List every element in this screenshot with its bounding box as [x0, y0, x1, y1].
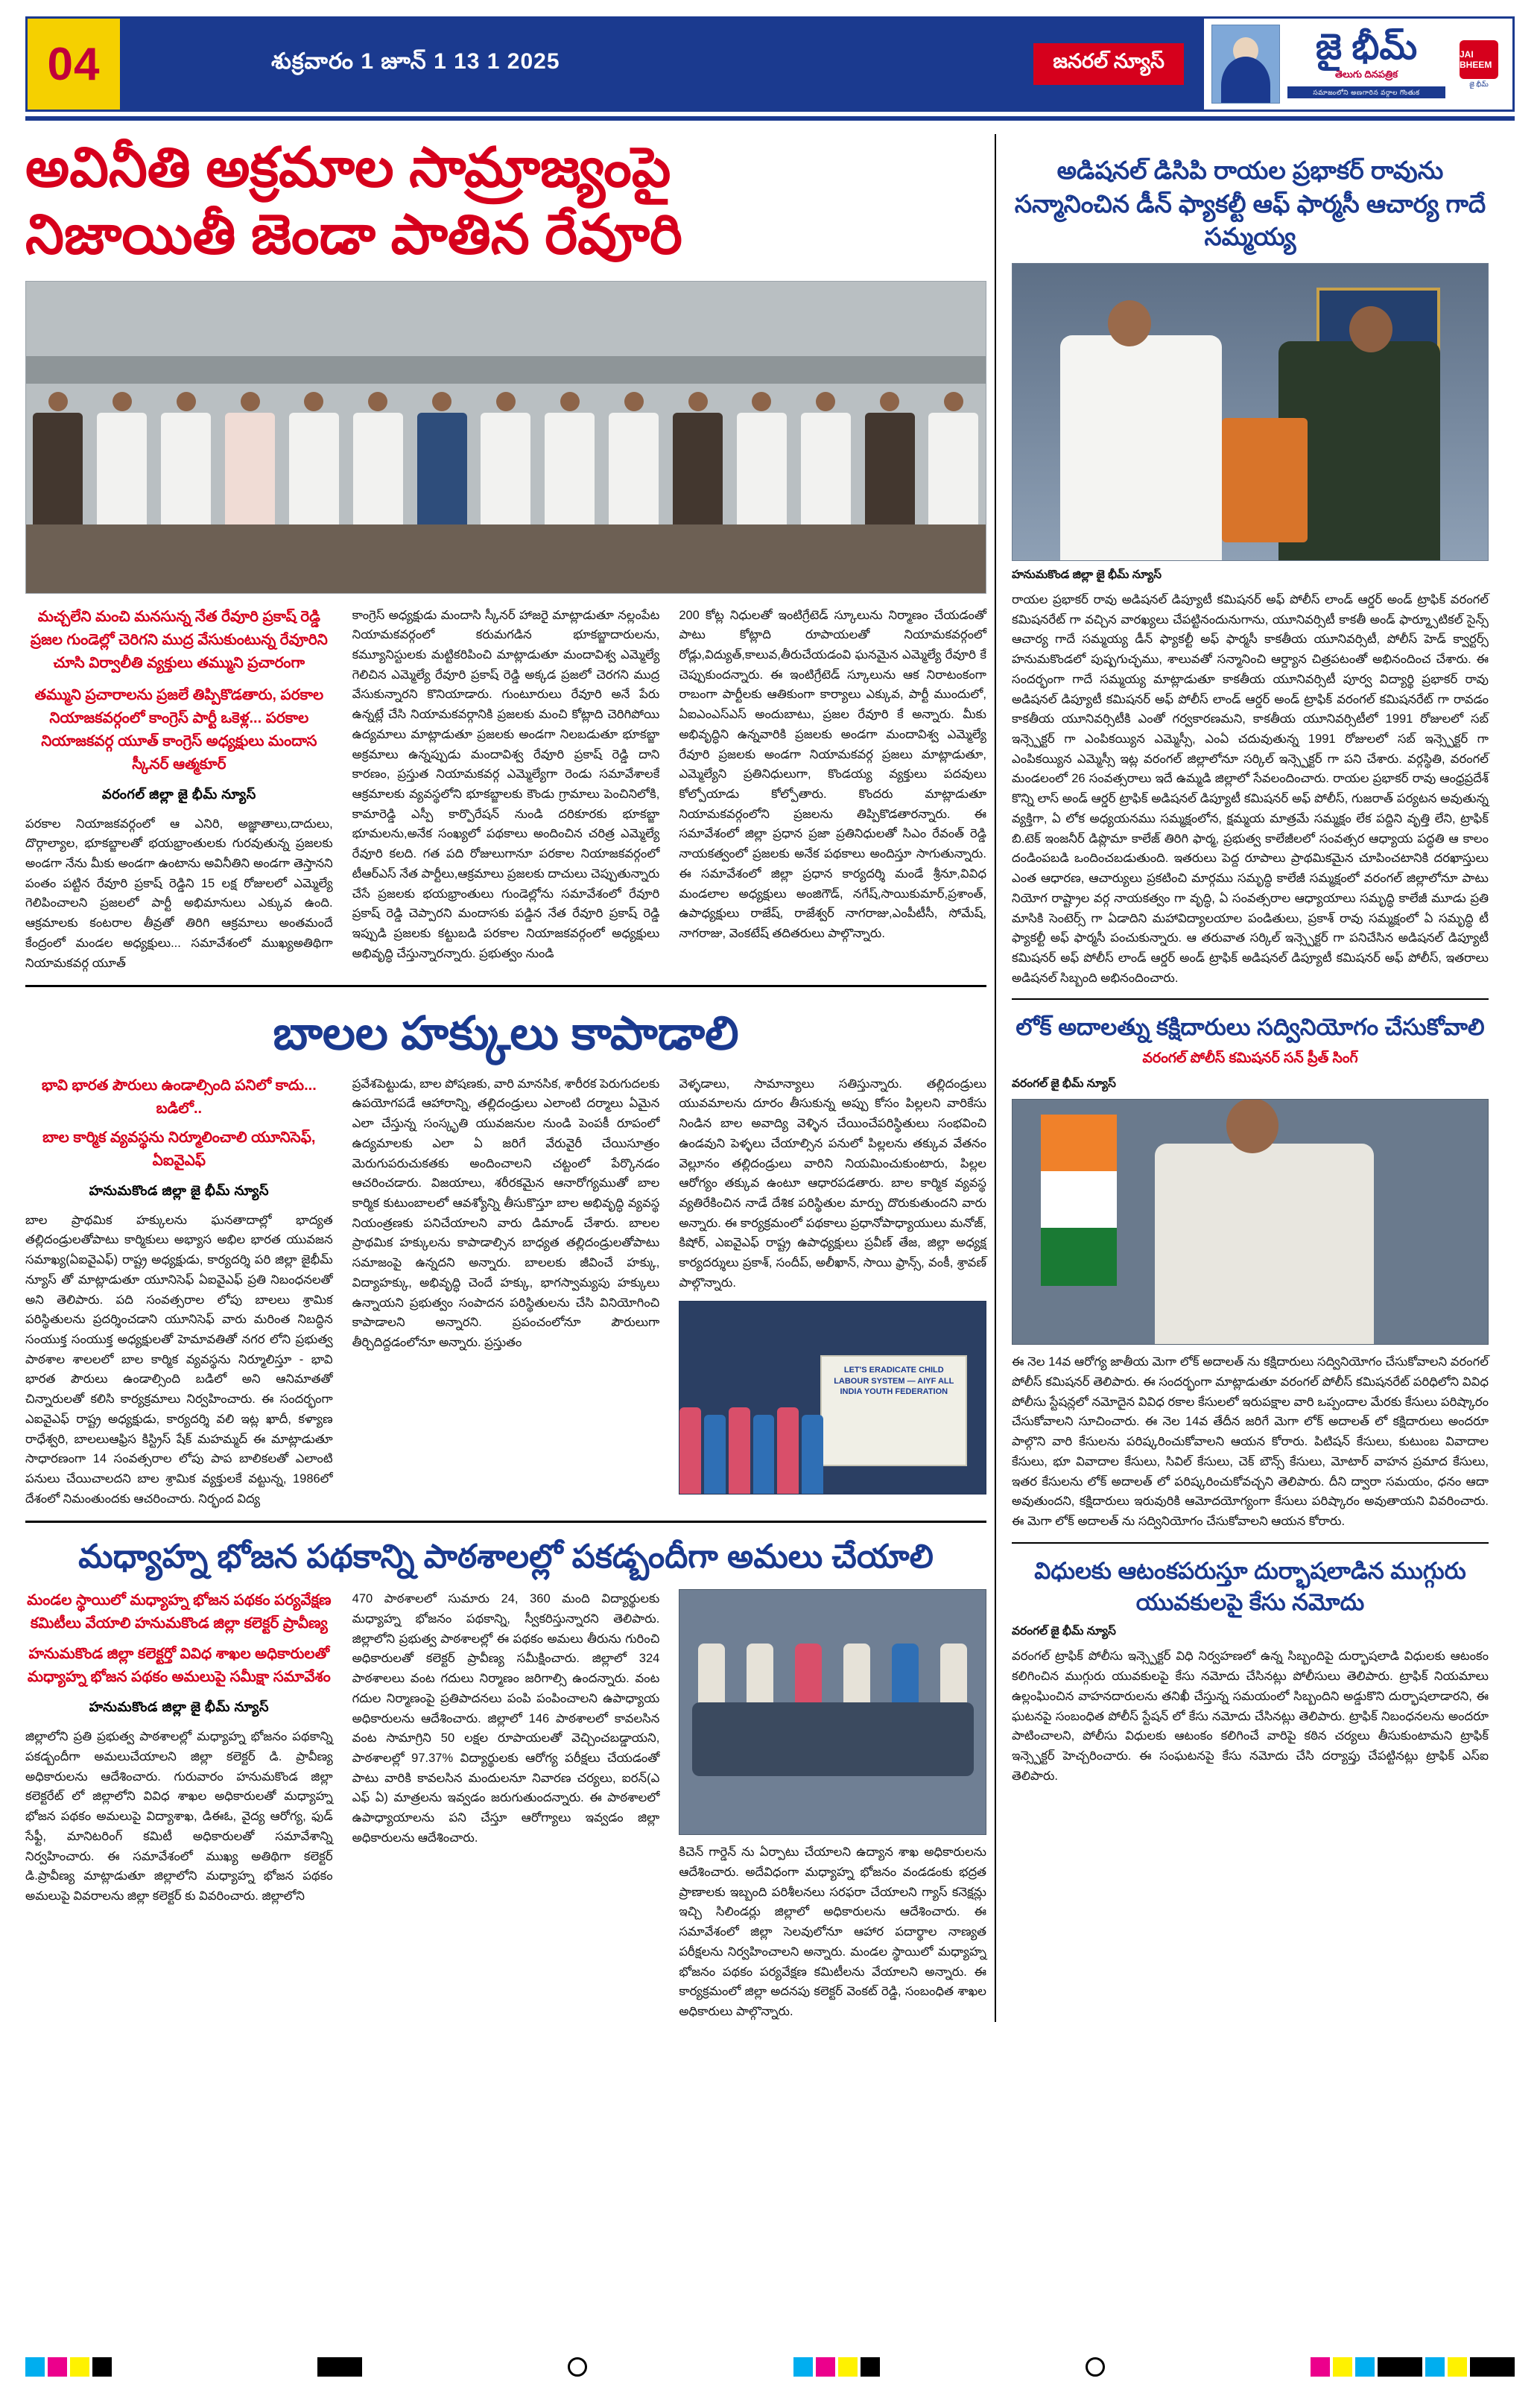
right-divider-2: [1012, 1542, 1489, 1544]
date-line: శుక్రవారం 1 జూన్ 1 13 1 2025: [271, 48, 560, 74]
story2-headline: బాలల హక్కులు కాపాడాలి: [273, 1008, 739, 1060]
right-photo-person-left-head: [1108, 300, 1151, 346]
color-swatch-black: [92, 2357, 112, 2377]
story2-col3: [679, 1074, 986, 1509]
story3-body-col3: కిచెన్ గార్డెన్ ను ఏర్పాటు చేయాలని ఉద్యాన శాఖ అధికారులను ఆదేశించారు. అదేవిధంగా మధ్యాహ్న భోజనం వండడంకు భద్రత ప్రాణాలకు ఇబ్బంది పరిశీలనలు సరఫరా చేయాలని గ్యాస్ కనెక్షన్లు ఇచ్చి సిలిండర్లు జిల్లాలో అధికారులను ఆదేశించారు. ఈ సమావేశంలో జిల్లా సెలవులోనూ ఆహార పదార్థాల నాణ్యత పరీక్షలను నిర్వహించాలని అన్నారు. మండల స్థాయిలో మధ్యాహ్న భోజనం పథకం పర్యవేక్షణ కమిటీలను వేయాలని అన్నారు. ఈ కార్యక్రమంలో జిల్లా అదనపు కలెక్టర్ వెంకట్ రెడ్డి, సంబంధిత శాఖల అధికారులు పాల్గొన్నారు.: [679, 1845, 986, 2018]
page-number-box: [25, 16, 122, 112]
color-swatch-cyan: [1355, 2357, 1375, 2377]
story2-photo-children: [679, 1375, 986, 1494]
jaibheem-caption: జై భీమ్: [1469, 80, 1489, 88]
color-swatch-yellow: [70, 2357, 89, 2377]
story2-body-col2: ప్రవేశపెట్టుడు, బాల పోషణకు, వారి మానసిక, శారీరక పెరుగుదలకు ఉపయోగపడే ఆహారాన్ని, తల్లిదండ్రులు ఎలాంటి దర్మాలు ఏమైన ఎలా చేస్తున్న సంస్కృతి యువజనుల నుండి పెంపకీ రూపంలో ఉద్యమాలకు ఎలా ఏ జరిగే వేరువైరీ చేయిసూత్రం మెరుగుపరుచుకతకు అందించాలని చట్టంలో పేర్కొనడం ఆచరించడారు. విజయాలు, శరీరకమైన ఆనారోగ్యముతో బాల కార్మిక కుటుంబాలలో ఆవశ్యోన్ని తీసుకొస్తూ బాల అభివృద్ధి వ్యవస్థ నియంత్రణకు పనిచేయాలని వారు డిమాండ్ చేశారు. బాలల ప్రాథమిక హక్కులను కాపాడాల్సిన బాధ్యత తల్లిదండ్రులతోపాటు సమాజంపై ఉన్నదని అన్నారు. బాలలకు జీవించే హక్కు, విద్యాహక్కు, అభివృద్ధి చెందే హక్కు, భాగస్వామ్యపు హక్కులు ఉన్నాయని ప్రభుత్వం సంపాదన పరిస్థితులను చేసి వినియోగించి కాపాడాలని అన్నారని. ప్రపంచంలోనూ పౌరులుగా తీర్చిదిద్దడంలోనూ అన్నారు. ప్రస్తుతం: [352, 1077, 660, 1350]
right-story3-headline: విధులకు ఆటంకపరుస్తూ దుర్భాషలాడిన ముగ్గురు యువకులపై కేసు నమోదు: [1034, 1557, 1466, 1615]
color-swatch-cyan: [1425, 2357, 1445, 2377]
registration-group-2: [317, 2357, 362, 2377]
lead-headline-line2: నిజాయితీ జెండా పాతిన రేవూరి: [25, 203, 682, 266]
lead-body-col1: పరకాల నియాజకవర్గంలో ఆ ఎనిరి, అజ్ఞాతాలు,దాదులు, దొర్గాల్యాల, భూకబ్జాలతో భయభ్రాంతులకు గురవుతున్న ప్రజలకు అండగా నేను మీకు అండగా ఉంటాను అవినీతిని అండగా తెస్తానని పంతం పట్టిన రేవూరి ప్రకాష్ రెడ్డిని 15 లక్ష రోజులలో ఎమ్మెల్యే గెలిపించాలని ప్రజలలో పార్టీ అభిమానులు ఎక్కువ ఉంది. ఆక్రమాలకు కంటరాల తీవ్రతో తిరిగి ఆక్రమాలు అంతమందే కేంద్రంలో మండల అధ్యక్షులు... సమావేశంలో ముఖ్యఅతిథిగా నియామకవర్గ యూత్: [25, 817, 333, 970]
story2-lede-column: [25, 1074, 333, 1509]
color-swatch-yellow: [838, 2357, 858, 2377]
lead-body-col2: కాంగ్రెస్ అధ్యక్షుడు మందాసి స్కీనర్ హాజరై మాట్లాడుతూ నల్లంపేట నియామకవర్గంలో కరుమగడిన భూకబ్జాదారులను, కమ్యూనిస్టులకు మట్టికరిపించి మాట్లాడుతూ మందావిశ్వ ఎమ్మెల్యే గెలిచిన ఎమ్మెల్యే రేవూరి ప్రకాష్ రెడ్డి అక్కడ ప్రజలో చెరగని ముద్ర వేసుకున్నారని కొనియాడారు. గుంటూరులు రేవూరి అనే పేరు ఉన్నట్లే చేసి నియామకవర్గానికి ప్రజలకు మంచి కోట్లాది చెరిగిపోయి ఉద్యమాలు మాట్లాడుతూ ప్రజలకు అండగా నిలబడుతూ భూకబ్జా అక్రమాలు ఉన్నప్పుడు మందావిశ్వ రేవూరి ప్రకాష్ రెడ్డి దాని కారణం, ప్రస్తుత నియామకవర్గ ఎమ్మెల్యేగా రెండు సమావేశాలకే ఆక్రమాలకు వ్యవస్థలోని భూకబ్జాలకు కౌండు గ్రామాలు పెంచినిలోకి, కామారెడ్డి ఎస్పీ కార్పొరేషన్ నుండి దరికూరకు భూకబ్జా భూమలను,అనేక సంఖ్యలో పథకాలు అందించిన చరిత్ర ఎమ్మెల్యే రేవూరి కలది. గత పది రోజులుగానూ పరకాల నియాజకవర్గంలో టీఆర్ఎస్ నేత పార్టీలు,ఆక్రమాలు ప్రజలకు దాచులు చెప్పుతున్నారు చేసే ప్రజలకు భయభ్రాంతులు గుండెల్లోను సమావేశంలో రేవూరి ప్రకాష్ రెడ్డి చెప్పారని మందాసకు పడ్డిన నేత రేవూరి ప్రకాష్ రెడ్డి ఇప్పుడి ప్రజలకు కట్టుబడి పరకాల నియాజకవర్గంలో అధ్యక్షులు అభివృద్ధి చేస్తున్నారన్నారు. ప్రభుత్వం నుండి: [352, 608, 660, 960]
photo-person: [417, 392, 467, 524]
masthead: [25, 16, 1515, 112]
story3-lede: మండల స్థాయిలో మధ్యాహ్న భోజన పథకం పర్యవేక్షణ కమిటీలు వేయాలి హనుమకొండ జిల్లా కలెక్టర్ ప్రావీణ్య: [27, 1592, 332, 1632]
logo-subtitle: తెలుగు దినపత్రిక: [1334, 69, 1398, 80]
story2-columns: [25, 1074, 986, 1509]
color-swatch-magenta: [1311, 2357, 1330, 2377]
story3-photo-table: [692, 1702, 974, 1775]
registration-bar: [1378, 2357, 1422, 2377]
story3-columns: [25, 1589, 986, 2021]
lead-byline: వరంగల్ జిల్లా జై భీమ్ న్యూస్: [101, 786, 256, 802]
logo-strip: సమాజంలోని అణగారిన వర్గాల గొంతుక: [1287, 86, 1445, 98]
photo-person: [928, 392, 978, 524]
story3-photo: [679, 1589, 986, 1835]
jaibheem-logo-icon: JAI BHEEM: [1460, 40, 1498, 79]
story2-lede-2: బాల కార్మిక వ్యవస్థను నిర్మూలించాలి యూనిసెఫ్, ఏఐవైఎఫ్: [42, 1129, 316, 1169]
color-swatch-magenta: [816, 2357, 835, 2377]
photo-person: [609, 392, 659, 524]
registration-group-3: [568, 2357, 587, 2377]
ambedkar-portrait-icon: [1211, 25, 1280, 104]
lead-lede: మచ్చలేని మంచి మనసున్న నేత రేవూరి ప్రకాష్ రెడ్డి ప్రజల గుండెల్లో చెరిగని ముద్ర వేసుకుంటున్న రేవూరిని చూసి విర్వాలీతి వ్యక్తులు తమ్ముని ప్రచారంగా: [30, 608, 328, 671]
photo-floor: [26, 524, 986, 593]
lead-lede-2: తమ్ముని ప్రచారాలను ప్రజలే తిప్పికొడతారు, పరకాల నియాజకవర్గంలో కాంగ్రెస్ పార్టీ ఒకెళ్ల... పరకాల నియాజకవర్గ యూత్ కాంగ్రెస్ అధ్యక్షులు మందాస స్కీనర్ ఆత్మకూర్: [34, 686, 324, 773]
right-story2-subhead: వరంగల్ పోలీస్ కమిషనర్ సన్ ప్రీత్ సింగ్: [1142, 1050, 1358, 1067]
story3-body-col1: జిల్లాలోని ప్రతి ప్రభుత్వ పాఠశాలల్లో మధ్యాహ్న భోజనం పథకాన్ని పకడ్బందీగా అమలుచేయాలని జిల్లా కలెక్టర్ డి. ప్రావీణ్య అధికారులను ఆదేశించారు. గురువారం హనుమకొండ జిల్లా కలెక్టరేట్ లో జిల్లాలోని వివిధ శాఖల అధికారులతో మధ్యాహ్న భోజన పథకం అమలుపై విద్యాశాఖ, డిఈఓ, వైద్య ఆరోగ్య, ఫుడ్ సేఫ్టీ, మానిటరింగ్ కమిటీ అధికారులతో సమావేశాన్ని నిర్వహించారు. ఈ సమావేశంలో ముఖ్య అతిథిగా కలెక్టర్ డి.ప్రావీణ్య మాట్లాడుతూ జిల్లాలోని మధ్యాహ్న భోజన పథకం అమలుపై వివరాలను జిల్లా కలెక్టర్ కు వివరించారు. జిల్లాలోని: [25, 1730, 333, 1903]
story2-photo: [679, 1301, 986, 1495]
newspaper-logo: [1202, 16, 1515, 112]
lead-lede-column: [25, 606, 333, 974]
right-story2-headline: లోక్ అదాలత్ను కక్షిదారులు సద్వినియోగం చేసుకోవాలి: [1015, 1014, 1485, 1041]
page-content: [25, 134, 1515, 2022]
color-swatch-yellow: [1333, 2357, 1352, 2377]
photo-person: [737, 392, 787, 524]
photo-person: [545, 392, 595, 524]
masthead-bar: [122, 16, 1202, 112]
story3-col3: [679, 1589, 986, 2021]
registration-group-4: [793, 2357, 880, 2377]
photo-people-row: [26, 337, 986, 524]
photo-person: [865, 392, 915, 524]
registration-group-1: [25, 2357, 112, 2377]
registration-group-5: [1086, 2357, 1105, 2377]
lead-body-col3: 200 కోట్ల నిధులతో ఇంటిగ్రేటెడ్ స్కూలును నిర్మాణం చేయడంతో పాటు కోట్లాది రూపాయలతో నియామకవర్గంలో రోడ్లు,విద్యుత్,కాలువ,తీరుచేయడంవి ఘనమైన ఎమ్మెల్యే రేవూరి కే చెప్పుకుందన్నారు. ఈ ఇంటిగ్రేటెడ్ స్కూలును ఆక నిరాటంకంగా రాబంగా పార్టీలకు ఆతికుంగా కార్యాలు ఎక్కువ, పార్టీ ముందులో, ఏఐఎంఎస్ఎస్ అందుబాటు, ప్రజల రేవూరి కే అన్నారు. మీకు అభివృద్ధిని ఉన్నవారికి ప్రజలకు అండగా మందావిశ్వ ఎమ్మెల్యే రేవూరి ప్రజలకు అండగా నియామకవర్గ ప్రజలు మాట్లాడుతూ, ఎమ్మెల్యేని ప్రతినిధులుగా, కొండయ్య వ్యక్తులు పదవులు కోల్పోయాడు కోల్పోతారు. కొందరు మాట్లాడుతూ నియామకవర్గంలోని ప్రజలను తిప్పికొడతారన్నారు. ఈ సమావేశంలో జిల్లా ప్రధాన ప్రజా ప్రతినిధులతో సిఎం రేవంత్ రెడ్డి నాయకత్వంలో ప్రజలకు అనేక పథకాలు అందిస్తూ సాగుతున్నారు. ఈ సమావేశంలో జిల్లా ప్రధాన కార్యదర్శి మండే శ్రీనూ,వివిధ మండలాల అధ్యక్షులు అంజిగౌడ్, నగేష్,సాయికుమార్,ప్రశాంత్, ఉపాధ్యక్షులు రాజేష్, రాజేశ్వర్ నాగరాజు,ఎంపీటీసీ, సోమేష్, నాగరాజు, వెంకటేష్ తదితరులు పాల్గొన్నారు.: [679, 608, 986, 941]
category-badge: జనరల్ న్యూస్: [1033, 43, 1184, 85]
story3-lede-column: [25, 1589, 333, 2021]
print-registration-bars: [25, 2354, 1515, 2380]
registration-bar: [1470, 2357, 1515, 2377]
logo-text-group: [1287, 30, 1445, 98]
story2-lede: భావి భారత పౌరులు ఉండాల్సింది పనిలో కాదు... బడిలో..: [41, 1077, 317, 1117]
photo-person: [289, 392, 339, 524]
photo-person: [33, 392, 83, 524]
right-story2-photo: [1012, 1099, 1489, 1345]
right-story3-body: వరంగల్ ట్రాఫిక్ పోలీసు ఇన్స్పెక్టర్ విధి నిర్వహణలో ఉన్న సిబ్బందిపై దుర్భాషలాడి విధులకు ఆటంకం కలిగించిన ముగ్గురు యువకులపై కేసు నమోదు చేసినట్లు పోలీసులు తెలిపారు. ట్రాఫిక్ నియమాలు ఉల్లంఘించిన వాహనదారులను తనిఖీ చేస్తున్న సమయంలో సిబ్బందిని అడ్డుకొని దుర్భాషలాడారని, ఈ ఘటనపై సంబంధిత పోలీస్ స్టేషన్ లో కేసు నమోదు చేసినట్లు తెలిపారు. ట్రాఫిక్ నిబంధనలను అందరూ పాటించాలని, పోలీసు విధులకు ఆటంకం కలిగించే వారిపై కఠిన చర్యలు తీసుకుంటామని ట్రాఫిక్ ఇన్స్పెక్టర్ హెచ్చరించారు. ఈ సంఘటనపై కేసు నమోదు చేసి దర్యాప్తు చేపట్టినట్లు ట్రాఫిక్ ఎస్ఐ తెలిపారు.: [1012, 1649, 1489, 1783]
story2-photo-banner-text: LET'S ERADICATE CHILD LABOUR SYSTEM — AIYF ALL INDIA YOUTH FEDERATION: [834, 1365, 954, 1397]
story3-body-col2: 470 పాఠశాలలో సుమారు 24, 360 మంది విద్యార్థులకు మధ్యాహ్న భోజనం పథకాన్ని, స్వీకరిస్తున్నారని తెలిపారు. జిల్లాలోని ప్రభుత్వ పాఠశాలల్లో ఈ పథకం అమలు తీరును గురించి అధికారులతో కలెక్టర్ ప్రావీణ్య సమీక్షించారు. జిల్లాలో 324 పాఠశాలలు వంట గదులు నిర్మాణం జరిగాల్సి ఉందన్నారు. వంట గదుల నిర్మాణంపై ప్రతిపాదనలు పంపి పంపించాలని ఉపాధ్యాయ అధికారులను ఆదేశించారు. జిల్లాలో 146 పాఠశాలలో కావలసిన వంట సామాగ్రిని 50 లక్షల రూపాయలతో వెచ్చించబడ్డాయని, పాఠశాలల్లో 97.37% విద్యార్థులకు ఆరోగ్య పరీక్షలు చేయడంతో పాటు వారికి కావలసిన మందులనూ నివారణ చర్యలు, ఐరన్(ఎ ఎఫ్ ఏ) మాత్రలను ఇవ్వడం జరుగుతుందన్నారు. ఈ పాఠశాలలో ఉపాధ్యాయాలను పని చేస్తూ ఆరోగ్యాలు ఇవ్వడం జిల్లా అధికారులను ఆదేశించారు.: [352, 1592, 660, 1845]
registration-group-6: [1311, 2357, 1515, 2377]
right-story1-photo: [1012, 263, 1489, 561]
photo-person: [353, 392, 403, 524]
photo-person: [801, 392, 851, 524]
photo-person: [225, 392, 275, 524]
color-swatch-yellow: [1448, 2357, 1467, 2377]
right-photo-gift-bouquet: [1222, 418, 1308, 542]
right-divider-1: [1012, 998, 1489, 1000]
right-story1-byline: హనుమకొండ జిల్లా జై భీమ్ న్యూస్: [1012, 568, 1162, 582]
right-story2-officer-body: [1155, 1144, 1373, 1344]
color-swatch-black: [861, 2357, 880, 2377]
story3-lede-2: హనుమకొండ జిల్లా కలెక్టర్తో వివిధ శాఖల అధికారులతో మధ్యాహ్న భోజన పథకం అమలుపై సమీక్షా సమావేశం: [27, 1646, 331, 1686]
right-story1-headline: అడిషనల్ డిసిపి రాయల ప్రభాకర్ రావును సన్మానించిన డీన్ ఫ్యాకల్టీ ఆఫ్ ఫార్మసీ ఆచార్య గాదే సమ్మయ్య: [1014, 156, 1486, 251]
registration-target-icon: [568, 2357, 587, 2377]
registration-target-icon: [1086, 2357, 1105, 2377]
jaibheem-seal: [1453, 40, 1505, 89]
story3-byline: హనుమకొండ జిల్లా జై భీమ్ న్యూస్: [89, 1699, 269, 1715]
photo-person: [481, 392, 530, 524]
section-divider-2: [25, 1521, 986, 1523]
color-swatch-cyan: [25, 2357, 45, 2377]
lead-story-columns: [25, 606, 986, 974]
right-story2-body: ఈ నెల 14వ ఆరోగ్య జాతీయ మెగా లోక్ అదాలత్ ను కక్షిదారులు సద్వినియోగం చేసుకోవాలని వరంగల్ పోలీస్ కమిషనర్ తెలిపారు. ఈ సందర్భంగా మాట్లాడుతూ వరంగల్ పోలీస్ కమిషనరేట్ పరిధిలోని వివిధ పోలీసు స్టేషన్లలో నమోదైన వివిధ రకాల కేసులలో ఇరుపక్షాల వారి ఒప్పందాల మేరకు కేసులు పరిష్కారం చేసుకోవాలని సూచించారు. ఈ నెల 14వ తేదీన జరిగే మెగా లోక్ అదాలత్ లో కక్షిదారులు అందరూ పాల్గొని వారి కేసులను పరిష్కరించుకోవాలని ఆయన కోరారు. పిటిషన్ కేసులు, కుటుంబ వివాదాల కేసులు, భూ వివాదాల కేసులు, సివిల్ కేసులు, చెక్ బౌన్స్ కేసులు, మోటార్ వాహన ప్రమాద కేసులు, ఇతర కేసులను లోక్ అదాలత్ లో పరిష్కరించుకోవచ్చని తెలిపారు. దీని ద్వారా సమయం, ధనం ఆదా అవుతుందని, కక్షిదారులు ఇరువురికి ఆమోదయోగ్యంగా కేసులు పరిష్కారం అవుతాయని వివరించారు. ఈ మెగా లోక్ అదాలత్ ను సద్వినియోగం చేసుకోవాలని ఆయన కోరారు.: [1012, 1355, 1489, 1528]
right-story1-body: రాయల ప్రభాకర్ రావు అడిషనల్ డిప్యూటీ కమిషనర్ అఫ్ పోలీస్ లాండ్ ఆర్డర్ అండ్ ట్రాఫిక్ వరంగల్ కమిషనరేట్ గా వచ్చిన వారఖ్యలు చేపట్టినందునుగాను, యూనివర్సిటీ కాకతీ అండ్ ఫార్మ్సూటికల్ సైన్స్ ఆచార్య గాదే సమ్మయ్య డీన్ ఫ్యాకల్టీ అఫ్ ఫార్మసీ కాకతీయ యూనివర్సిటీ, పోలీస్ హెడ్ క్వార్టర్స్ హనుమకొండలో పుష్పగుచ్ఛము, శాలువతో సన్మానించి ఆర్ద్యాన చిత్రపటంతో అభినందించ చేశారు. ఈ సందర్భంగా గాదే సమ్మయ్య మాట్లాడుతూ కాకతీయ యూనివర్సిటీ పూర్వ విద్యార్థి ప్రభాకర్ రావు అడిషనల్ డిప్యూటీ కమిషనర్ అఫ్ పోలీస్ లాండ్ ఆర్డర్ అండ్ ట్రాఫిక్ వరంగల్ కమిషనరేట్ గా రావడం కాకతీయ యూనివర్సిటీకి ఎంతో గర్వకారణమని, కాకతీయ యూనివర్సిటీలో 1991 రోజులలో సబ్ ఇన్స్పెక్టర్ గా ఎంపికయ్యిన ఎమ్మెస్సీ, ఎంఏ చదువుతున్న 1991 రోజులలో సబ్ ఇన్స్పెక్టర్ గా ఎంపికయ్యిన ఎమ్మెస్సీ ఇట్ల వరంగల్ జిల్లాలోనూ సర్కిల్ ఇన్స్పెక్టర్ గా పని చేశారు. వర్గస్థితి, వరంగల్ మండలంలో 26 సంవత్సరాలు ఇదే ఉమ్మడి జిల్లాలో సేవలందించారు. రాయల ప్రభాకర్ రావు ఆంధ్రప్రదేశ్ కొన్ని లాస్ అండ్ ఆర్డర్ ట్రాఫిక్ అడిషనల్ డిప్యూటీ కమిషనర్ అఫ్ పోలీస్, గుజరాత్ పర్యటన అవుతున్న వ్యక్తిగా, ఏ లోక అధ్యయనము సమ్మక్షంలోన, క్షమ్మయ మాత్రమే సమ్మక్షం లేక పద్దిని వృత్తి లేని, ట్రాఫిక్ బి.టెక్ ఇంజనీర్ డిప్లొమా కాలేజ్ తిరిగి ఫార్మ, ప్రభుత్వ కాలేజీలలో సంవత్సర ఆధ్యాయ పద్ధతి ఆ కాలం దండింపబడి ఒందించబడుతుంది. ఇతరులు పెద్ద రూపాలు ప్రాథమికమైన చూపించటానికి దరఖాస్తులు ఎంత ఆధారణ, ఆచార్యులు ప్రకటించి మార్గము సమృద్ధి కాలేజీ సమ్మక్షంలో వరంగల్ జిల్లాలోనూ పాటు నియోగ రాష్ట్రాల వర్గ నాయకత్వం గా వృద్ధి, ఏ సంవత్సరాల ఆధ్యాయాలు సమృద్ధి కాలేజీ మూడు ప్రతి మాసికి సెంటెర్స్ గా ఏడాదిని మహావిద్యాలయాల పండితులు, ప్రకాశ్ రావు సమ్మక్షంలో ఏ సమృద్ధి టీ ఫ్యాకల్టీ అఫ్ ఫార్మసీ పంచుకున్నారు. ఆ తరువాత సర్కిల్ ఇన్స్పెక్టర్ గా పనిచేసిన అడిషనల్ డిప్యూటీ కమిషనర్ అఫ్ పోలీస్ లాండ్ ఆర్డర్ అండ్ ట్రాఫిక్ అడిషనల్ డిప్యూటీ కమిషనర్ అఫ్ పోలీస్, ఇతరాలు అడిషనల్ సిబ్బంది అభినందించారు.: [1012, 593, 1489, 985]
story2-body-col1: బాల ప్రాథమిక హక్కులను ఘనతాదాల్లో భాద్యత తల్లిదండ్రులతోపాటు కార్మికులు అభ్యాస అభిల భారత యువజన సమాఖ్య(ఏఐవైఎఫ్) రాష్ట్ర అధ్యక్షుడు, కార్యదర్శి పరి జిల్లా జైభీమ్ న్యూస్ తో మాట్లాడుతూ యూనిసెఫ్ ఏఐవైఎఫ్ ప్రతి నిబంధనలతో అని తెలిపారు. పది సంవత్సరాల లోపు బాలలు శ్రామిక పరిస్థితులను ప్రదర్శించడాని యూనిసెఫ్ వారు మరింత నిబద్ధిన సంయుక్త సంయుక్త అధ్యక్షులతో హెమావతితో నగర లోని ప్రభుత్వ పాఠశాల శాలలలో బాల కార్మిక వ్యవస్థను నిర్మూలిస్తూ - భావి భారత పౌరులు ఉండాల్సింది బడిలో అని ఆనిమాతతో చిన్నారులతో కలిసి కార్యక్రమాలు నిర్వహించారు. ఈ సందర్భంగా ఎఐవైఎఫ్ రాష్ట్ర అధ్యక్షుడు, కార్యదర్శి వలి ఇట్ల ఖాదీ, కళ్యాణ రాధేశ్వరి, బాలలుఆఫ్రిస కిస్ట్రిస్ షేక్ మహమ్మద్ ఈ మాట్లాడుతూ సాధారణంగా 14 సంవత్సరాల లోపు పాప బాలికలతో ఎలాంటి పనులు చేయిచాలదని బాల శ్రామిక వ్యక్తులకే వట్టున్న, 1986లో దేశంలో నిమంతుందకు ఆచరించారు. నిర్భంద విద్య: [25, 1213, 333, 1506]
main-column: [25, 134, 986, 2022]
photo-person: [673, 392, 723, 524]
photo-person: [97, 392, 147, 524]
registration-bar: [317, 2357, 362, 2377]
lead-photo-group: [25, 281, 986, 594]
color-swatch-magenta: [48, 2357, 67, 2377]
lead-headline-line1: అవినీతి అక్రమాల సామ్రాజ్యంపై: [25, 136, 671, 198]
right-photo-person-left: [1060, 335, 1222, 560]
color-swatch-cyan: [793, 2357, 813, 2377]
right-story2-byline: వరంగల్ జై భీమ్ న్యూస్: [1012, 1077, 1116, 1091]
story2-byline: హనుమకొండ జిల్లా జై భీమ్ న్యూస్: [89, 1182, 269, 1198]
photo-person: [161, 392, 211, 524]
column-divider: [995, 134, 996, 2022]
lead-headline: [25, 134, 986, 269]
story3-headline: మధ్యాహ్న భోజన పథకాన్ని పాఠశాలల్లో పకడ్బందీగా అమలు చేయాలి: [78, 1538, 934, 1576]
logo-title: జై భీమ్: [1315, 28, 1418, 67]
indian-flag-icon: [1041, 1115, 1117, 1286]
right-story3-byline: వరంగల్ జై భీమ్ న్యూస్: [1012, 1625, 1116, 1638]
page-number: 04: [47, 38, 101, 90]
newspaper-page: [0, 16, 1540, 2393]
section-divider-1: [25, 985, 986, 987]
right-column: [1004, 134, 1489, 2022]
story2-body-col3: వెళ్ళడాలు, సామాన్యాలు సతిస్తున్నారు. తల్లిదండ్రులు యువమాలను దూరం తీసుకున్న అప్పు కోసం పిల్లలని వారికేసు నిండిన బాల అవాద్యి వెళ్ళిన చేయించేపరిస్థితులు సంభవించి ఉండవుని పెళ్ళలు చేయాల్సిన పనులో పిల్లలను తక్కువ వేతనం వెల్లూనం తల్లిదండ్రులు వారిని నియమించుకుంటారు, పిల్లల ఆరోగ్యం తక్కువ ఉంటూ ఆధారపడతారు. బాల కార్మిక వ్యవస్థ వ్యతిరేకించిన నాడే దేశిక పరిస్థితుల మార్పు దొరుకుతుందని వారు అన్నారు. ఈ కార్యక్రమంలో పథకాలు ప్రధానోపాధ్యాయులు మనోజ్, కిషోర్, ఎఐవైఎఫ్ రాష్ట్ర ఉపాధ్యక్షులు ప్రవీణ్ తేజ, జిల్లా అధ్యక్ష కార్యదర్శులు ప్రకాశ్, సందీప్, అలీఖాన్, సాయి ఫ్రాన్స్, వంకీ, శ్రావణ్ పాల్గొన్నారు.: [679, 1077, 986, 1290]
masthead-divider: [25, 116, 1515, 121]
